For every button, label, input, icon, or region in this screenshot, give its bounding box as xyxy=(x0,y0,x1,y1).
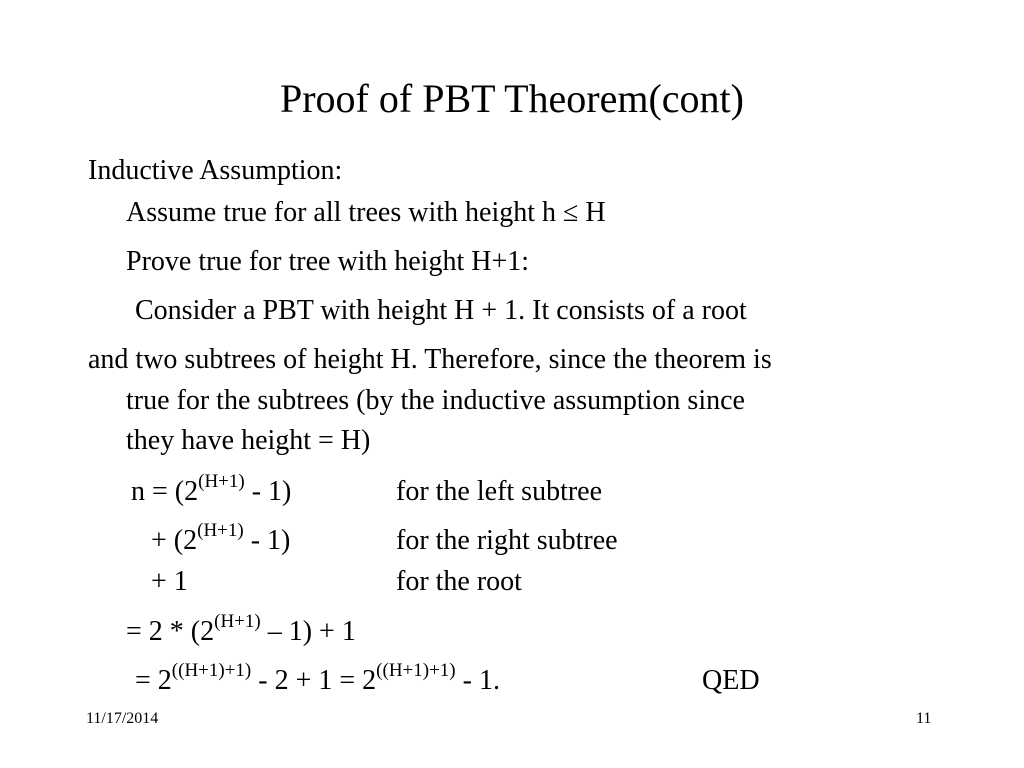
footer-page-number: 11 xyxy=(916,710,932,727)
equation-combined-exponent: (H+1) xyxy=(214,610,261,632)
equation-final xyxy=(135,659,835,698)
footer-date: 11/17/2014 xyxy=(86,710,159,727)
equation-left-comment: for the left subtree xyxy=(396,476,603,507)
equation-final-prefix: = 2 xyxy=(135,665,172,696)
prove-line: Prove true for tree with height H+1: xyxy=(126,246,530,277)
equation-final-middle: - 2 + 1 = 2 xyxy=(251,665,377,696)
equation-left-subtree xyxy=(131,470,831,509)
subtrees-line-2: true for the subtrees (by the inductive assumption since xyxy=(126,385,745,416)
equation-right-exponent: (H+1) xyxy=(197,519,244,541)
equation-left-suffix: - 1) xyxy=(244,476,292,507)
equation-combined xyxy=(126,610,356,649)
equation-combined-suffix: – 1) + 1 xyxy=(260,616,356,647)
equation-right-comment: for the right subtree xyxy=(396,525,618,556)
equation-root-comment: for the root xyxy=(396,566,522,597)
equation-right-suffix: - 1) xyxy=(243,525,291,556)
equation-left-prefix: n = (2 xyxy=(131,476,199,507)
subtrees-line-1: and two subtrees of height H. Therefore, since the theorem is xyxy=(88,344,772,375)
equation-final-suffix: - 1. xyxy=(455,665,500,696)
assume-line: Assume true for all trees with height h ≤ H xyxy=(126,197,606,228)
equation-right-prefix: + (2 xyxy=(151,525,198,556)
equation-final-exponent-2: ((H+1)+1) xyxy=(376,659,456,681)
equation-root-term: + 1 xyxy=(151,566,188,597)
slide-title: Proof of PBT Theorem(cont) xyxy=(279,76,744,121)
equation-final-exponent-1: ((H+1)+1) xyxy=(171,659,252,681)
equation-combined-prefix: = 2 * (2 xyxy=(126,616,215,647)
qed-label: QED xyxy=(702,665,760,696)
equation-root xyxy=(151,565,851,599)
equation-right-subtree xyxy=(151,519,851,558)
inductive-assumption-heading: Inductive Assumption: xyxy=(88,155,343,186)
equation-left-exponent: (H+1) xyxy=(198,470,245,492)
consider-line: Consider a PBT with height H + 1. It consists of a root xyxy=(135,295,747,326)
subtrees-line-3: they have height = H) xyxy=(126,425,371,456)
